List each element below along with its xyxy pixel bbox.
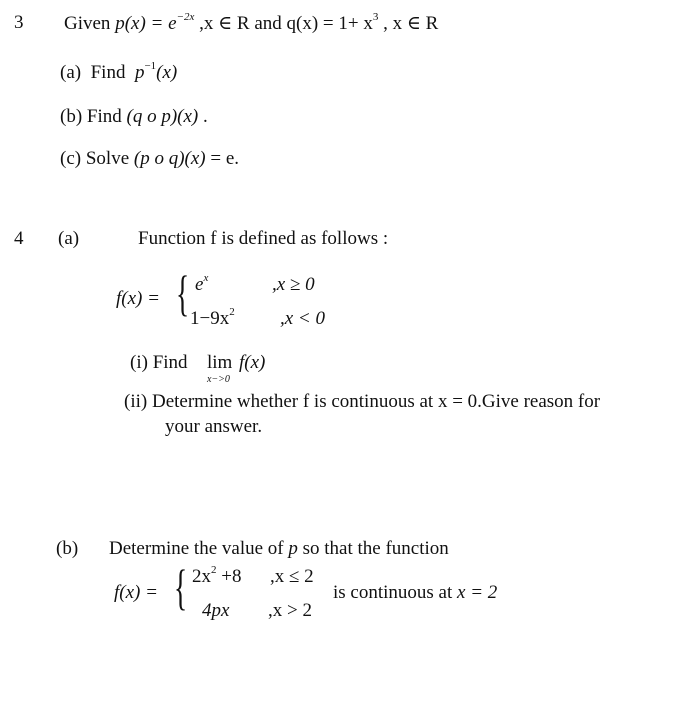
question-4a-label: (a) <box>58 228 80 249</box>
question-4a-intro: Function f is defined as follows : <box>138 228 389 249</box>
question-4b-label: (b) <box>56 538 79 559</box>
part-text: Find <box>152 352 188 373</box>
question-4b-intro <box>109 538 449 560</box>
intro-p: p <box>288 538 298 559</box>
part-label: (a) <box>60 62 82 83</box>
question-3-given-line <box>64 12 438 35</box>
given-prefix: Given <box>64 13 116 34</box>
piecewise-b-lhs: f(x) = <box>114 582 158 603</box>
case-b1-rest: +8 <box>216 566 242 587</box>
inverse-p: p <box>134 62 145 83</box>
question-3c <box>60 148 239 170</box>
case-2-expr <box>190 308 235 330</box>
part-text: Solve <box>85 148 130 169</box>
piecewise-b-brace: { <box>174 559 188 615</box>
case-1-base: e <box>195 274 204 295</box>
p-exponent: −2x <box>176 11 195 23</box>
p-domain: ,x ∈ R and <box>194 13 287 34</box>
limit-function: f(x) <box>239 352 266 373</box>
limit-subscript: x−>0 <box>207 374 230 385</box>
part-end: = e. <box>205 148 240 169</box>
part-text: Find <box>90 62 126 83</box>
tail-text: is continuous at <box>333 582 453 603</box>
case-b2-condition: ,x > 2 <box>268 600 312 621</box>
case-1-exponent: x <box>203 272 209 284</box>
part-text: Find <box>86 106 122 127</box>
question-3-number: 3 <box>14 12 24 33</box>
piecewise-lhs: f(x) = <box>116 288 160 309</box>
q-definition: q(x) = 1+ x <box>286 13 373 34</box>
composition-expr: (p o q)(x) <box>133 148 206 169</box>
part-label: (c) <box>60 148 82 169</box>
case-1-expr <box>195 274 208 296</box>
composition-expr: (q o p)(x) <box>126 106 199 127</box>
part-line-1: Determine whether f is continuous at x = 0.Give reason for <box>151 391 601 412</box>
case-b1-exponent: 2 <box>211 564 217 576</box>
case-1-condition: ,x ≥ 0 <box>272 274 315 295</box>
case-b2-expr: 4px <box>202 600 230 621</box>
case-b1-expr <box>192 566 241 588</box>
inverse-exponent: −1 <box>144 60 157 72</box>
case-2-base: 1−9x <box>190 308 230 329</box>
piecewise-brace: { <box>176 265 190 321</box>
question-3a <box>60 62 177 84</box>
part-end: . <box>198 106 208 127</box>
q-exponent: 3 <box>372 11 379 23</box>
part-label: (i) <box>130 352 148 373</box>
tail-expr: x = 2 <box>457 582 498 603</box>
inverse-arg: (x) <box>156 62 178 83</box>
case-2-condition: ,x < 0 <box>280 308 326 329</box>
question-4a-ii <box>124 391 600 413</box>
intro-part-2: so that the function <box>302 538 449 559</box>
question-4a-ii-line-2: your answer. <box>165 416 263 437</box>
limit-word: lim <box>207 352 233 373</box>
case-b1-base: 2x <box>192 566 211 587</box>
question-4-number: 4 <box>14 228 24 249</box>
intro-part-1: Determine the value of <box>109 538 284 559</box>
question-3b <box>60 106 208 128</box>
q-domain: , x ∈ R <box>378 13 439 34</box>
question-4b-tail <box>333 582 497 604</box>
case-b1-condition: ,x ≤ 2 <box>270 566 314 587</box>
case-2-exponent: 2 <box>229 306 235 318</box>
p-definition: p(x) = e <box>115 13 177 34</box>
question-4a-i <box>130 352 192 374</box>
part-label: (b) <box>60 106 83 127</box>
part-label: (ii) <box>124 391 148 412</box>
